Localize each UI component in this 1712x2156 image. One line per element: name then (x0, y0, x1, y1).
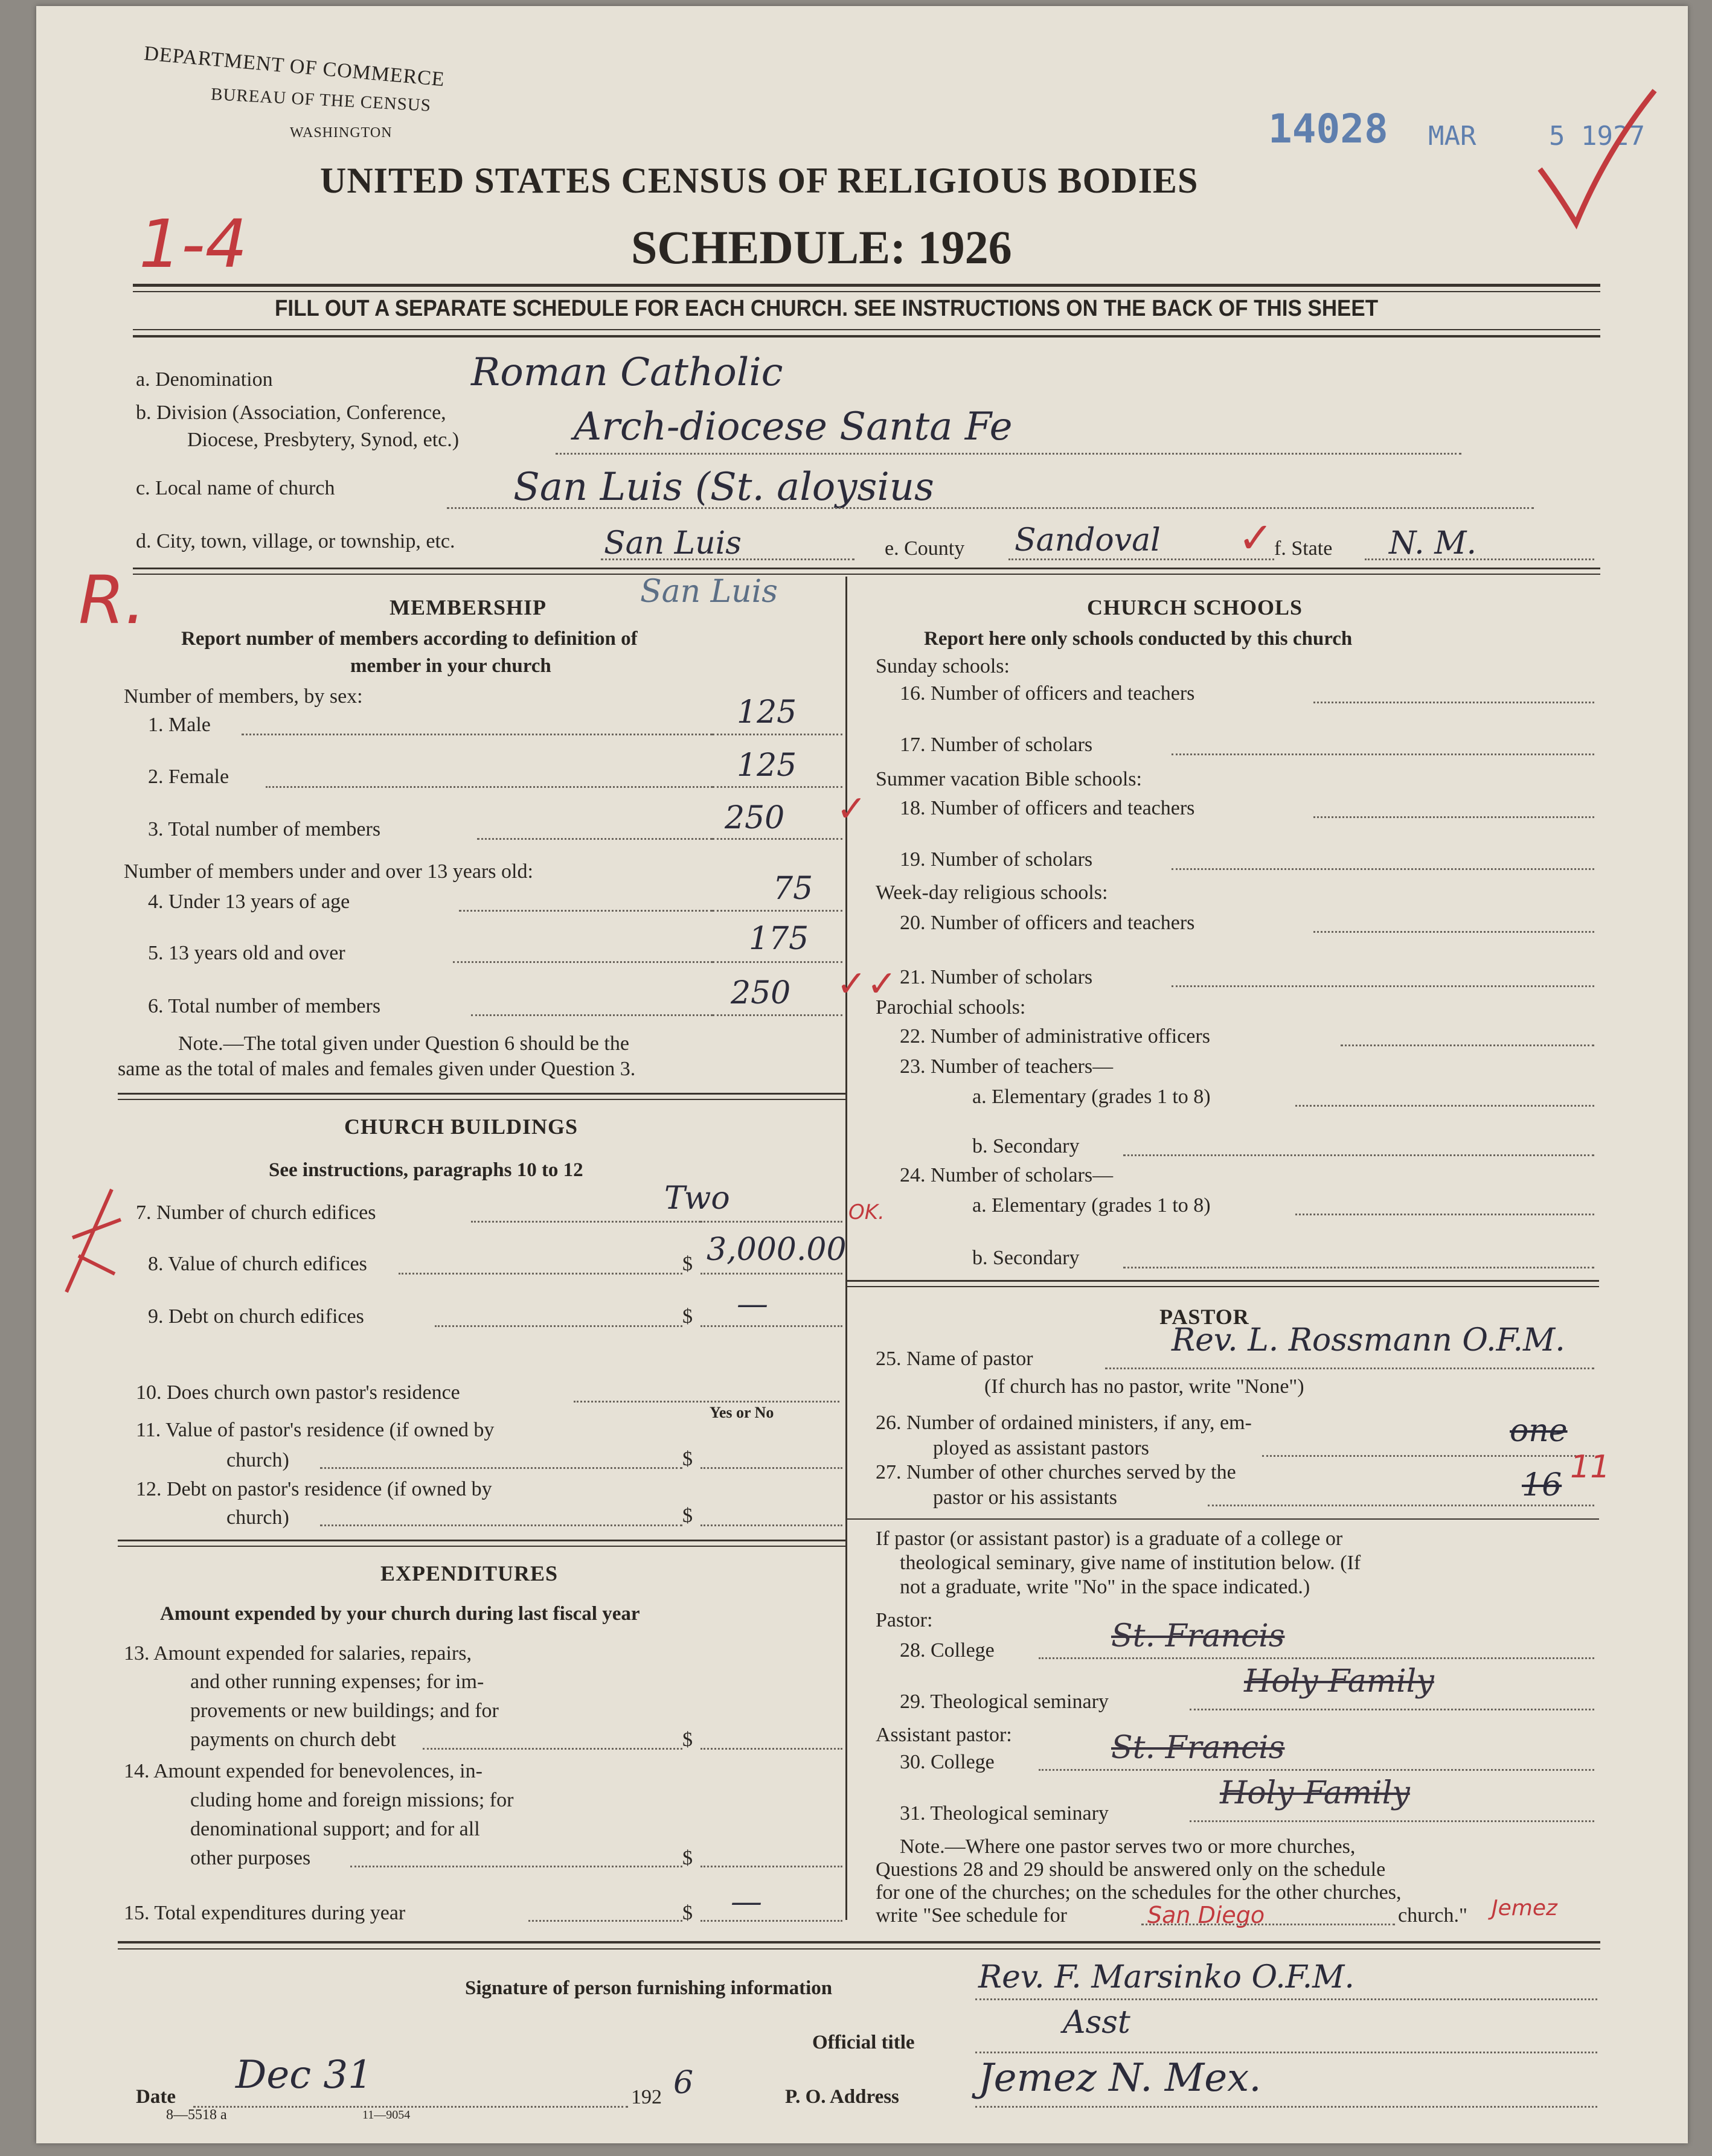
q5-label: 5. 13 years old and over (148, 942, 345, 964)
membership-intro-2: member in your church (350, 655, 551, 677)
pastor-heading: PASTOR (1159, 1305, 1249, 1329)
pastor-note-2: Questions 28 and 29 should be answered only on the schedule (876, 1858, 1386, 1881)
q12-label-2: church) (226, 1506, 289, 1529)
q7-ok-mark: OK. (848, 1200, 885, 1224)
print-number: 11—9054 (362, 2108, 411, 2122)
red-mark-1-4: 1-4 (139, 205, 248, 283)
q15-label: 15. Total expenditures during year (124, 1902, 406, 1924)
yes-no-hint: Yes or No (710, 1404, 774, 1421)
signature-label: Signature of person furnishing information (465, 1977, 833, 1999)
q6-check-mark: ✓✓ (836, 963, 897, 1005)
q13-label-4: payments on church debt (190, 1729, 396, 1751)
q13-dollar: $ (682, 1729, 693, 1751)
local-name-value[interactable]: San Luis (St. aloysius (513, 465, 934, 510)
assistant-pastor-sublabel: Assistant pastor: (876, 1724, 1012, 1746)
q25-value[interactable]: Rev. L. Rossmann O.F.M. (1172, 1322, 1565, 1358)
q23a-label: a. Elementary (grades 1 to 8) (972, 1086, 1211, 1108)
q22-label: 22. Number of administrative officers (900, 1025, 1210, 1048)
denomination-label: a. Denomination (136, 368, 273, 391)
q14-label-3: denominational support; and for all (190, 1818, 480, 1840)
q28-value[interactable]: St. Francis (1111, 1618, 1285, 1654)
q2-value[interactable]: 125 (737, 747, 797, 784)
q3-value[interactable]: 250 (725, 800, 785, 836)
q15-dollar: $ (682, 1902, 693, 1924)
q31-label: 31. Theological seminary (900, 1802, 1109, 1825)
q15-value[interactable]: — (731, 1884, 762, 1920)
q21-label: 21. Number of scholars (900, 966, 1093, 988)
buildings-intro: See instructions, paragraphs 10 to 12 (269, 1159, 583, 1181)
date-year-suffix[interactable]: 6 (673, 2065, 694, 2101)
pastor-note-red-mark: Jemez (1492, 1896, 1557, 1921)
q26-value[interactable]: one (1510, 1413, 1568, 1449)
schools-heading: CHURCH SCHOOLS (1087, 595, 1303, 619)
q1-value[interactable]: 125 (737, 694, 797, 731)
census-schedule-sheet (36, 6, 1688, 2143)
signature-value[interactable]: Rev. F. Marsinko O.F.M. (978, 1959, 1355, 1995)
q27-label-2: pastor or his assistants (933, 1486, 1118, 1509)
pastor-note-fill[interactable]: San Diego (1147, 1902, 1265, 1928)
q11-label-2: church) (226, 1449, 289, 1471)
summer-schools-label: Summer vacation Bible schools: (876, 768, 1142, 790)
dept-line1: DEPARTMENT OF COMMERCE (143, 42, 446, 91)
q3-label: 3. Total number of members (148, 818, 381, 840)
q16-label: 16. Number of officers and teachers (900, 682, 1195, 705)
city-value[interactable]: San Luis (604, 525, 742, 561)
q13-label-1: 13. Amount expended for salaries, repairs, (124, 1642, 472, 1665)
pastor-note-4b: church." (1398, 1904, 1467, 1927)
q24a-label: a. Elementary (grades 1 to 8) (972, 1194, 1211, 1217)
q6-value[interactable]: 250 (731, 975, 791, 1011)
q3-check-mark: ✓ (836, 788, 867, 830)
q27-value[interactable]: 16 (1522, 1467, 1562, 1503)
membership-heading: MEMBERSHIP (390, 595, 547, 619)
date-month-day[interactable]: Dec 31 (236, 2053, 373, 2097)
q25-label: 25. Name of pastor (876, 1348, 1033, 1370)
form-title: UNITED STATES CENSUS OF RELIGIOUS BODIES (320, 161, 1199, 200)
pastor-note-1: Note.—Where one pastor serves two or more churches, (900, 1835, 1356, 1858)
q25-note: (If church has no pastor, write "None") (984, 1375, 1304, 1398)
county-value[interactable]: Sandoval (1015, 522, 1161, 558)
q14-label-2: cluding home and foreign missions; for (190, 1789, 514, 1811)
pastor-sublabel: Pastor: (876, 1609, 933, 1631)
division-label-2: Diocese, Presbytery, Synod, etc.) (187, 429, 460, 451)
q17-label: 17. Number of scholars (900, 734, 1093, 756)
q13-label-3: provements or new buildings; and for (190, 1700, 499, 1722)
state-value[interactable]: N. M. (1389, 525, 1477, 561)
q11-dollar: $ (682, 1448, 693, 1470)
members-by-sex-label: Number of members, by sex: (124, 685, 363, 708)
q8-value[interactable]: 3,000.00 (707, 1232, 847, 1268)
form-number: 8—5518 a (166, 2107, 227, 2123)
q12-dollar: $ (682, 1505, 693, 1527)
q10-label: 10. Does church own pastor's residence (136, 1381, 460, 1404)
q4-label: 4. Under 13 years of age (148, 891, 350, 913)
schools-intro: Report here only schools conducted by this church (924, 628, 1353, 650)
q4-value[interactable]: 75 (773, 871, 813, 907)
q7-label: 7. Number of church edifices (136, 1201, 376, 1224)
denomination-value[interactable]: Roman Catholic (471, 350, 783, 395)
pastor-note-4a: write "See schedule for (876, 1904, 1067, 1927)
q8-dollar: $ (682, 1253, 693, 1275)
q30-label: 30. College (900, 1751, 995, 1773)
q5-value[interactable]: 175 (749, 921, 809, 957)
dept-line3: WASHINGTON (290, 125, 393, 141)
graduate-text-2: theological seminary, give name of institution below. (If (900, 1552, 1361, 1574)
q14-label-4: other purposes (190, 1847, 311, 1869)
county-check-mark: ✓ (1238, 513, 1274, 563)
q7-value[interactable]: Two (664, 1180, 730, 1217)
county-label: e. County (885, 537, 965, 560)
state-label: f. State (1274, 537, 1333, 560)
q26-label-2: ployed as assistant pastors (933, 1437, 1149, 1459)
q11-label-1: 11. Value of pastor's residence (if owned by (136, 1419, 495, 1441)
expenditures-intro: Amount expended by your church during last fiscal year (160, 1603, 640, 1625)
dept-line2: BUREAU OF THE CENSUS (210, 85, 432, 116)
q9-value[interactable]: — (737, 1286, 768, 1322)
schedule-title: SCHEDULE: 1926 (631, 221, 1012, 273)
q23-label: 23. Number of teachers— (900, 1055, 1114, 1078)
q14-label-1: 14. Amount expended for benevolences, in- (124, 1760, 483, 1782)
fill-instructions: FILL OUT A SEPARATE SCHEDULE FOR EACH CHURCH. SEE INSTRUCTIONS ON THE BACK OF THIS SHEET (275, 296, 1379, 321)
membership-intro-1: Report number of members according to definition of (181, 628, 638, 650)
q1-label: 1. Male (148, 714, 211, 736)
local-name-label: c. Local name of church (136, 477, 335, 499)
stamp-month: MAR (1428, 121, 1476, 152)
city-label: d. City, town, village, or township, etc. (136, 530, 455, 552)
q30-value[interactable]: St. Francis (1111, 1730, 1285, 1766)
official-title-label: Official title (812, 2032, 915, 2053)
city-value-pencil: San Luis (640, 574, 778, 610)
graduate-text-1: If pastor (or assistant pastor) is a graduate of a college or (876, 1527, 1343, 1550)
po-address-label: P. O. Address (785, 2086, 899, 2108)
parochial-schools-label: Parochial schools: (876, 996, 1026, 1019)
sunday-schools-label: Sunday schools: (876, 655, 1010, 677)
q9-label: 9. Debt on church edifices (148, 1305, 364, 1328)
expenditures-heading: EXPENDITURES (380, 1561, 559, 1585)
division-label-1: b. Division (Association, Conference, (136, 401, 446, 424)
po-address-value[interactable]: Jemez N. Mex. (978, 2056, 1262, 2100)
buildings-heading: CHURCH BUILDINGS (344, 1115, 579, 1139)
q29-value[interactable]: Holy Family (1244, 1663, 1434, 1700)
q13-label-2: and other running expenses; for im- (190, 1671, 484, 1693)
q31-value[interactable]: Holy Family (1220, 1775, 1410, 1811)
q27-red-mark: 11 (1570, 1449, 1611, 1485)
stamp-number: 14028 (1268, 106, 1388, 152)
q23b-label: b. Secondary (972, 1135, 1080, 1157)
division-value[interactable]: Arch-diocese Santa Fe (574, 405, 1013, 449)
q6-label: 6. Total number of members (148, 995, 381, 1017)
membership-note-2: same as the total of males and females given under Question 3. (118, 1058, 636, 1080)
weekday-schools-label: Week-day religious schools: (876, 881, 1108, 904)
q12-label-1: 12. Debt on pastor's residence (if owned by (136, 1478, 492, 1500)
q2-label: 2. Female (148, 766, 229, 788)
stamp-day-year: 5 1927 (1549, 121, 1645, 152)
pastor-note-3: for one of the churches; on the schedules for the other churches, (876, 1881, 1402, 1904)
membership-note-1: Note.—The total given under Question 6 should be the (178, 1032, 629, 1055)
q29-label: 29. Theological seminary (900, 1691, 1109, 1713)
q8-label: 8. Value of church edifices (148, 1253, 367, 1275)
members-by-age-label: Number of members under and over 13 years old: (124, 860, 533, 883)
q18-label: 18. Number of officers and teachers (900, 797, 1195, 819)
date-label: Date (136, 2086, 176, 2108)
q14-dollar: $ (682, 1847, 693, 1869)
q19-label: 19. Number of scholars (900, 848, 1093, 871)
graduate-text-3: not a graduate, write "No" in the space indicated.) (900, 1576, 1310, 1598)
red-scribble-mark (54, 1183, 127, 1304)
q26-label-1: 26. Number of ordained ministers, if any, em- (876, 1412, 1252, 1434)
official-title-value[interactable]: Asst (1063, 2004, 1130, 2041)
red-check-mark (1534, 78, 1667, 235)
q24-label: 24. Number of scholars— (900, 1164, 1114, 1186)
q27-label-1: 27. Number of other churches served by the (876, 1461, 1236, 1483)
q9-dollar: $ (682, 1305, 693, 1328)
date-year-prefix: 192 (631, 2086, 662, 2108)
q28-label: 28. College (900, 1639, 995, 1662)
q20-label: 20. Number of officers and teachers (900, 912, 1195, 934)
red-mark-r: R. (79, 561, 146, 639)
q24b-label: b. Secondary (972, 1247, 1080, 1269)
